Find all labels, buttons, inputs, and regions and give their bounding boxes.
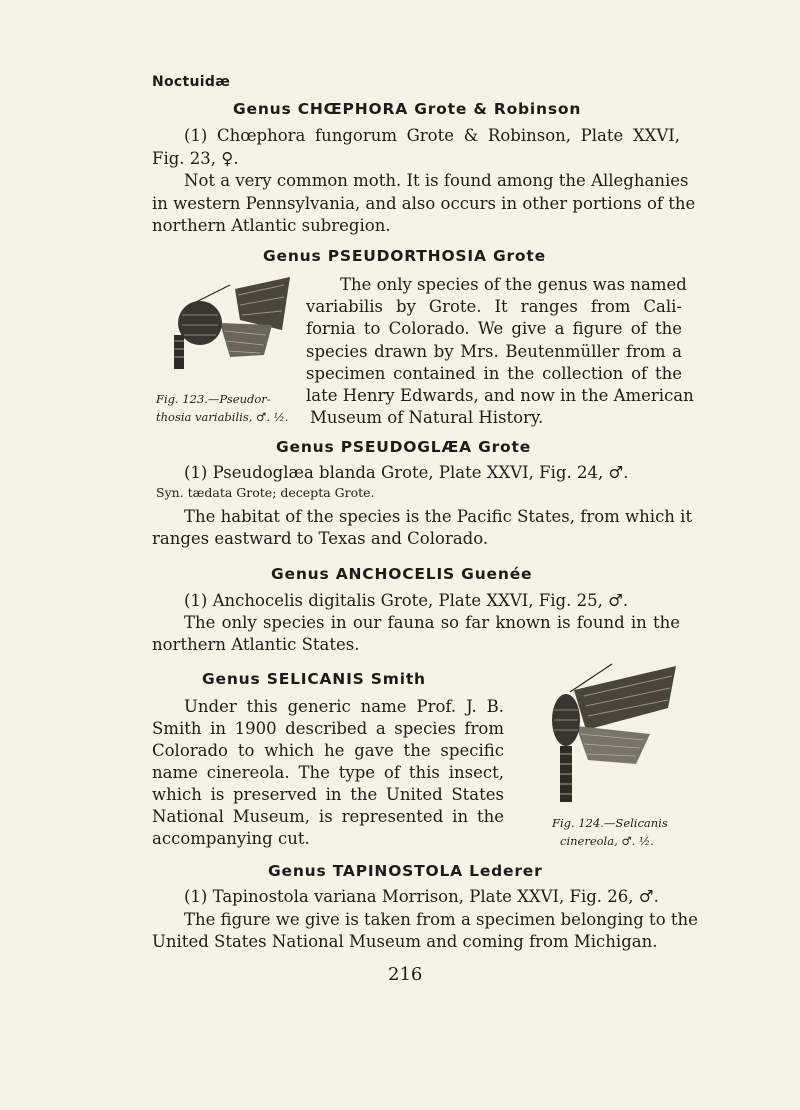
genus-heading-choephora: Genus CHŒPHORA Grote & Robinson — [233, 100, 582, 118]
page-number: 216 — [388, 964, 423, 985]
paragraph-line: name cinereola. The type of this insect, — [152, 763, 504, 782]
paragraph-line: The figure we give is taken from a specimen belonging to the — [184, 910, 698, 929]
paragraph-line: Not a very common moth. It is found among the Alleghanies — [184, 171, 689, 190]
moth-figure-pseudorthosia — [160, 275, 300, 375]
paragraph-line: The only species in our fauna so far known is found in the — [184, 613, 680, 632]
species-entry-choephora: (1) Chœphora fungorum Grote & Robinson, Plate XXVI, — [184, 126, 680, 145]
paragraph-line: United States National Museum and coming from Michigan. — [152, 932, 658, 951]
genus-heading-selicanis: Genus SELICANIS Smith — [202, 670, 426, 688]
paragraph-line: National Museum, is represented in the — [152, 807, 504, 826]
paragraph-line: northern Atlantic States. — [152, 635, 360, 654]
genus-heading-pseudorthosia: Genus PSEUDORTHOSIA Grote — [263, 247, 546, 265]
species-entry-tapinostola: (1) Tapinostola variana Morrison, Plate XXVI, Fig. 26, ♂. — [184, 887, 659, 906]
paragraph-line: late Henry Edwards, and now in the American — [306, 386, 694, 405]
genus-heading-anchocelis: Genus ANCHOCELIS Guenée — [271, 565, 533, 583]
paragraph-line: which is preserved in the United States — [152, 785, 504, 804]
paragraph-line: ranges eastward to Texas and Colorado. — [152, 529, 489, 548]
species-entry-anchocelis: (1) Anchocelis digitalis Grote, Plate XXVI, Fig. 25, ♂. — [184, 591, 629, 610]
paragraph-line: in western Pennsylvania, and also occurs in other portions of the — [152, 194, 696, 213]
paragraph-line: Museum of Natural History. — [310, 408, 544, 427]
genus-heading-pseudoglaea: Genus PSEUDOGLÆA Grote — [276, 438, 532, 456]
species-entry-pseudoglaea: (1) Pseudoglæa blanda Grote, Plate XXVI, Fig. 24, ♂. — [184, 463, 629, 482]
paragraph-line: fornia to Colorado. We give a figure of the — [306, 319, 682, 338]
paragraph-line: The only species of the genus was named — [340, 275, 687, 294]
paragraph-line: accompanying cut. — [152, 829, 310, 848]
paragraph-line: Colorado to which he gave the specific — [152, 741, 504, 760]
paragraph-line: species drawn by Mrs. Beutenmüller from a — [306, 342, 682, 361]
paragraph-line: variabilis by Grote. It ranges from Cali- — [306, 297, 682, 316]
figure-caption-124: Fig. 124.—Selicanis — [552, 816, 668, 830]
running-head: Noctuidæ — [152, 74, 231, 90]
species-entry-choephora-cont: Fig. 23, ♀. — [152, 149, 239, 168]
paragraph-line: northern Atlantic subregion. — [152, 216, 391, 235]
moth-figure-selicanis — [540, 660, 680, 808]
paragraph-line: specimen contained in the collection of the — [306, 364, 682, 383]
figure-caption-124-cont: cinereola, ♂. ½. — [560, 834, 654, 848]
genus-heading-tapinostola: Genus TAPINOSTOLA Lederer — [268, 862, 543, 880]
paragraph-line: Smith in 1900 described a species from — [152, 719, 504, 738]
paragraph-line: Under this generic name Prof. J. B. — [184, 697, 504, 716]
synonyms: Syn. tædata Grote; decepta Grote. — [156, 485, 375, 500]
paragraph-line: The habitat of the species is the Pacific States, from which it — [184, 507, 693, 526]
figure-caption-123-cont: thosia variabilis, ♂. ½. — [156, 410, 289, 424]
figure-caption-123: Fig. 123.—Pseudor- — [156, 392, 271, 406]
